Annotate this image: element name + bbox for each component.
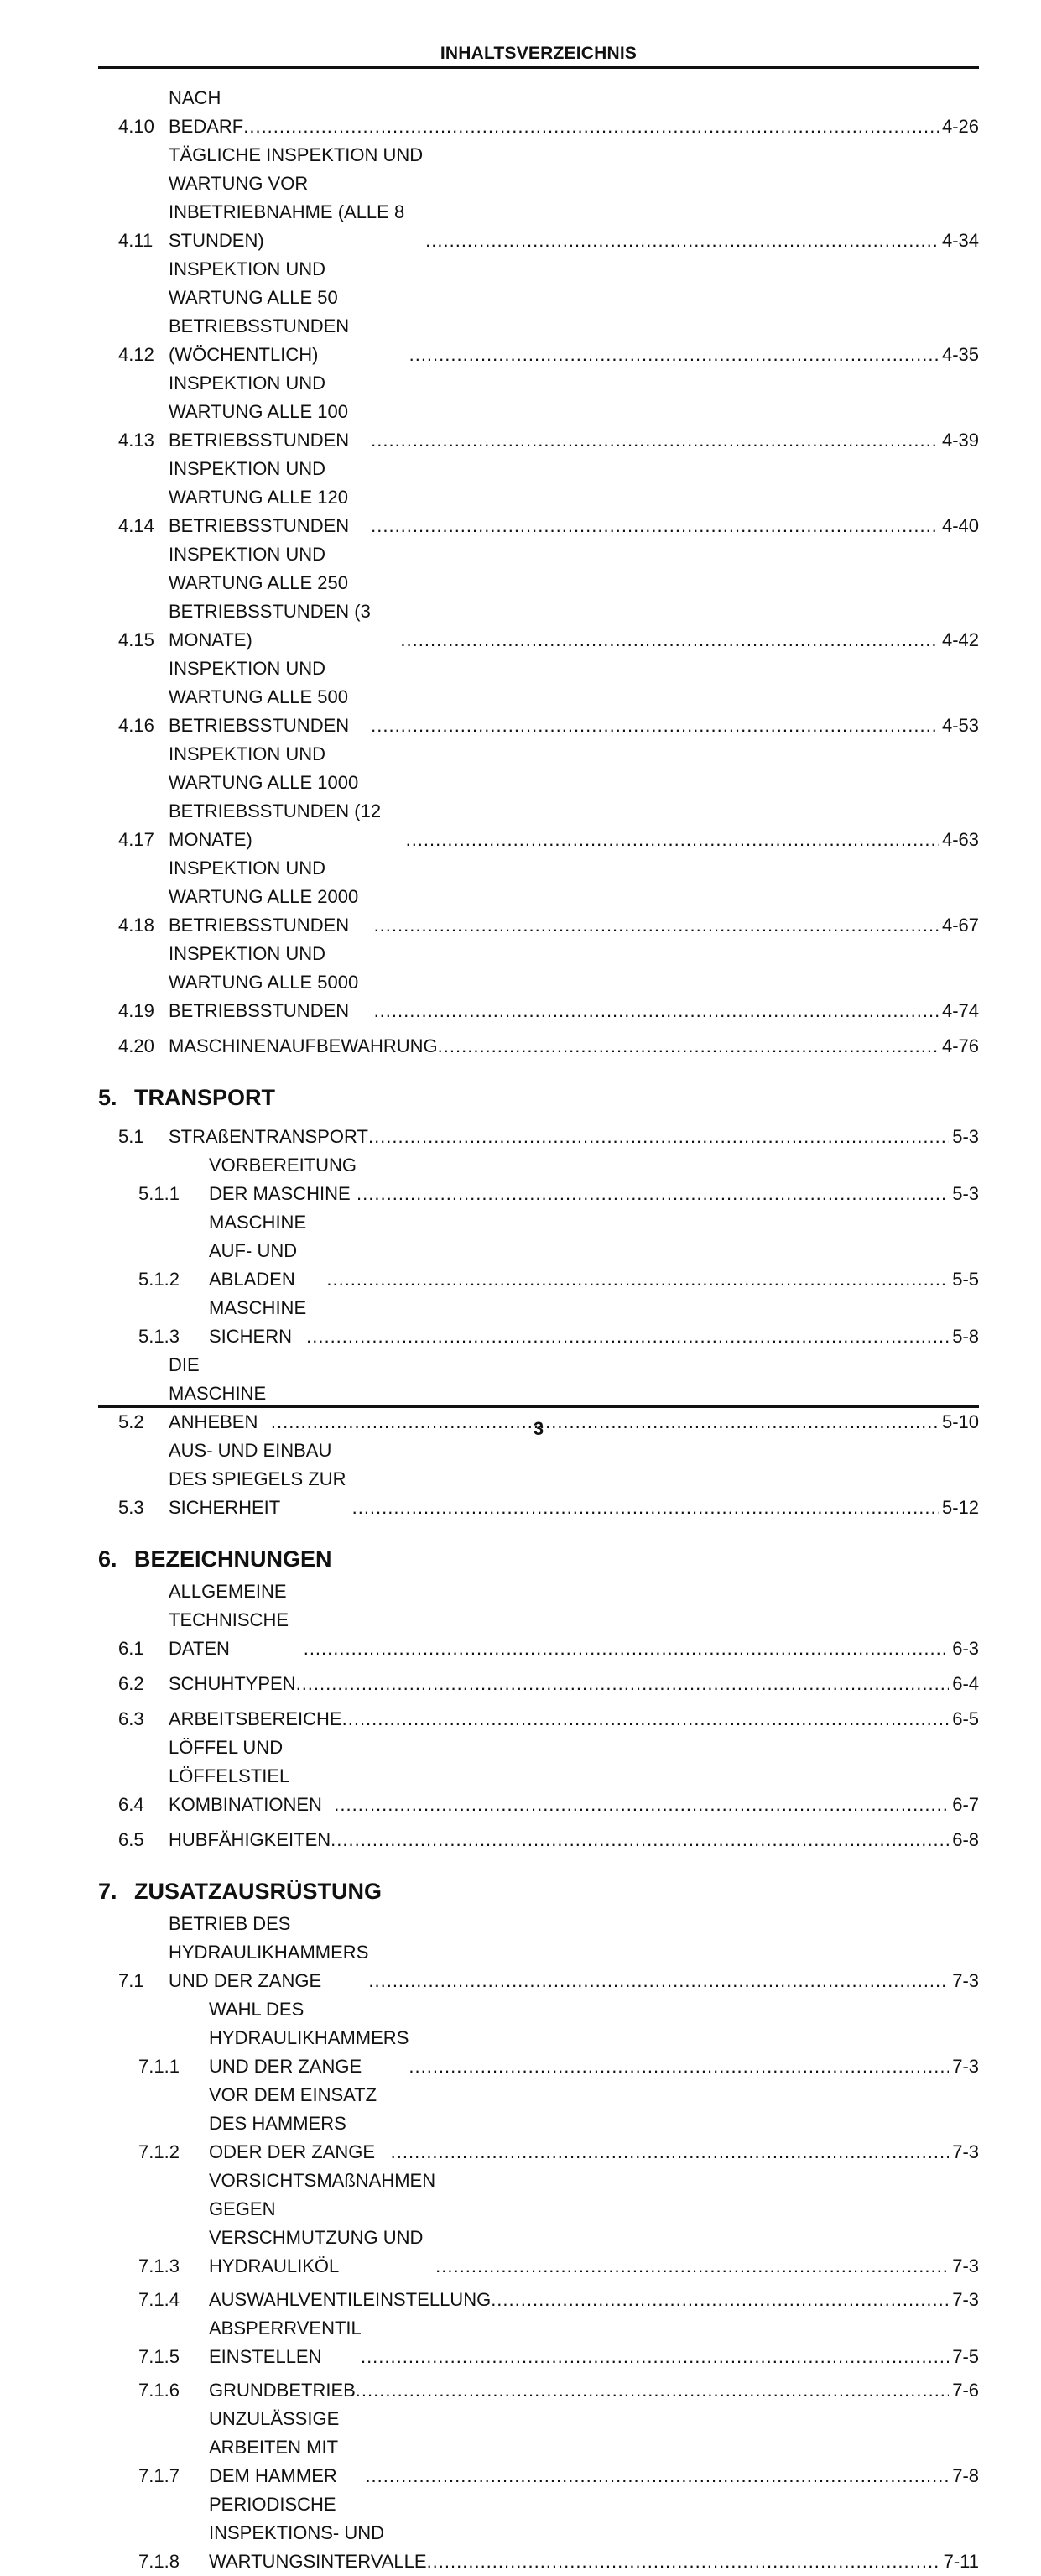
dot-leader [356, 2376, 949, 2405]
entry-title: BETRIEB DES HYDRAULIKHAMMERS UND DER ZANGE [169, 1913, 369, 1991]
entry-number: 5.2 [118, 1411, 144, 1432]
toc-entry[interactable] [98, 1577, 979, 1663]
toc-entry[interactable] [98, 1208, 979, 1294]
dot-leader [409, 341, 939, 369]
dot-leader [438, 1032, 939, 1061]
entry-page-number: 6-8 [952, 1829, 979, 1850]
entry-number: 5.3 [118, 1497, 144, 1518]
toc-entry[interactable] [98, 940, 979, 1025]
entry-page-number: 7-3 [952, 2289, 979, 2310]
entry-number: 7.1.8 [138, 2551, 180, 2572]
entry-title: AUSWAHLVENTILEINSTELLUNG [209, 2289, 492, 2310]
entry-title: NACH BEDARF [169, 87, 244, 137]
entry-page-number: 7-5 [952, 2346, 979, 2367]
entry-page-number: 7-3 [952, 2141, 979, 2162]
toc-entry[interactable] [98, 455, 979, 540]
entry-title: INSPEKTION UND WARTUNG ALLE 120 BETRIEBSSTUNDEN [169, 458, 350, 536]
section-heading [98, 1873, 979, 1910]
entry-page-number: 5-8 [952, 1326, 979, 1347]
entry-page-number: 4-63 [941, 829, 979, 850]
entry-title: INSPEKTION UND WARTUNG ALLE 250 BETRIEBSSTUNDEN (3 MONATE) [169, 544, 371, 650]
toc-entry[interactable] [98, 1910, 979, 1995]
toc-section [98, 84, 979, 1061]
entry-page-number: 7-3 [952, 2255, 979, 2276]
entry-number: 4.10 [118, 116, 154, 137]
toc-entry[interactable] [98, 2371, 979, 2405]
entry-title: PERIODISCHE INSPEKTIONS- UND WARTUNGSINTERVALLE [209, 2494, 427, 2572]
section-title: BEZEICHNUNGEN [134, 1546, 332, 1572]
entry-title: AUS- UND EINBAU DES SPIEGELS ZUR SICHERHEIT [169, 1440, 346, 1518]
entry-number: 7.1.6 [138, 2380, 180, 2401]
entry-page-number: 7-11 [943, 2551, 979, 2572]
entry-page-number: 6-7 [952, 1794, 979, 1815]
dot-leader [371, 512, 939, 540]
footer-rule [98, 1405, 979, 1408]
entry-number: 7.1.1 [138, 2056, 180, 2077]
entry-page-number: 7-6 [952, 2380, 979, 2401]
toc-entry[interactable] [98, 1995, 979, 2081]
toc-entry[interactable] [98, 740, 979, 854]
entry-number: 5.1 [118, 1126, 144, 1147]
dot-leader [326, 1265, 949, 1294]
dot-leader [427, 2547, 940, 2576]
entry-page-number: 4-39 [941, 430, 979, 451]
entry-title: INSPEKTION UND WARTUNG ALLE 500 BETRIEBSSTUNDEN [169, 658, 350, 736]
entry-number: 5.1.1 [138, 1183, 180, 1204]
entry-page-number: 4-40 [941, 515, 979, 536]
entry-title: VORBEREITUNG DER MASCHINE [209, 1155, 357, 1204]
entry-page-number: 4-34 [941, 230, 979, 251]
dot-leader [371, 426, 939, 455]
dot-leader [368, 1967, 949, 1995]
toc-entry[interactable] [98, 2314, 979, 2371]
entry-title: UNZULÄSSIGE ARBEITEN MIT DEM HAMMER [209, 2408, 340, 2486]
entry-number: 7.1.4 [138, 2289, 180, 2310]
entry-title: ARBEITSBEREICHE [169, 1708, 342, 1729]
entry-title: VOR DEM EINSATZ DES HAMMERS ODER DER ZANGE [209, 2084, 377, 2162]
dot-leader [374, 997, 939, 1025]
toc-entry[interactable] [98, 1734, 979, 1819]
toc-entry[interactable] [98, 2490, 979, 2576]
entry-title: INSPEKTION UND WARTUNG ALLE 50 BETRIEBSSTUNDEN (WÖCHENTLICH) [169, 258, 350, 365]
dot-leader [368, 1123, 949, 1151]
dot-leader [425, 227, 939, 255]
entry-title: MASCHINENAUFBEWAHRUNG [169, 1035, 438, 1056]
entry-page-number: 4-74 [941, 1000, 979, 1021]
entry-page-number: 5-12 [941, 1497, 979, 1518]
entry-page-number: 4-42 [941, 629, 979, 650]
dot-leader [491, 2286, 949, 2314]
dot-leader [304, 1635, 950, 1663]
entry-number: 7.1.3 [138, 2255, 180, 2276]
section-heading [98, 1079, 979, 1116]
entry-title: LÖFFEL UND LÖFFELSTIEL KOMBINATIONEN [169, 1737, 322, 1815]
entry-page-number: 5-3 [952, 1126, 979, 1147]
entry-page-number: 6-4 [952, 1673, 979, 1694]
entry-number: 5.1.2 [138, 1269, 180, 1290]
entry-page-number: 7-8 [952, 2465, 979, 2486]
toc-entry[interactable] [98, 141, 979, 255]
dot-leader [406, 826, 939, 854]
dot-leader [435, 2252, 949, 2281]
dot-leader [334, 1791, 949, 1819]
entry-title: ABSPERRVENTIL EINSTELLEN [209, 2318, 361, 2367]
entry-number: 4.19 [118, 1000, 154, 1021]
dot-leader [331, 1826, 949, 1854]
entry-title: SCHUHTYPEN [169, 1673, 296, 1694]
section-title: TRANSPORT [134, 1085, 275, 1110]
section-number: 5. [98, 1085, 117, 1110]
toc-entry[interactable] [98, 854, 979, 940]
section-heading [98, 1541, 979, 1577]
entry-title: ALLGEMEINE TECHNISCHE DATEN [169, 1581, 289, 1659]
table-of-contents [98, 84, 979, 2576]
entry-title: GRUNDBETRIEB [209, 2380, 356, 2401]
toc-entry[interactable] [98, 1663, 979, 1698]
entry-title: INSPEKTION UND WARTUNG ALLE 5000 BETRIEBSSTUNDEN [169, 943, 359, 1021]
toc-entry[interactable] [98, 1151, 979, 1208]
entry-number: 7.1.2 [138, 2141, 180, 2162]
section-number: 6. [98, 1546, 117, 1572]
entry-title: WAHL DES HYDRAULIKHAMMERS UND DER ZANGE [209, 1999, 409, 2077]
entry-number: 7.1.7 [138, 2465, 180, 2486]
entry-page-number: 4-76 [941, 1035, 979, 1056]
toc-entry[interactable] [98, 540, 979, 654]
entry-number: 7.1 [118, 1970, 144, 1991]
toc-entry[interactable] [98, 2167, 979, 2281]
dot-leader [361, 2343, 949, 2371]
dot-leader [391, 2138, 950, 2167]
entry-title: MASCHINE AUF- UND ABLADEN [209, 1212, 307, 1290]
section-title: ZUSATZAUSRÜSTUNG [134, 1879, 382, 1904]
dot-leader [352, 1494, 939, 1522]
toc-entry[interactable] [98, 1437, 979, 1522]
entry-title: TÄGLICHE INSPEKTION UND WARTUNG VOR INBETRIEBNAHME (ALLE 8 STUNDEN) [169, 144, 424, 251]
toc-entry[interactable] [98, 654, 979, 740]
entry-number: 4.16 [118, 715, 154, 736]
entry-title: HUBFÄHIGKEITEN [169, 1829, 331, 1850]
entry-number: 4.15 [118, 629, 154, 650]
toc-section [98, 1079, 979, 1522]
toc-entry[interactable] [98, 2081, 979, 2167]
entry-number: 6.2 [118, 1673, 144, 1694]
toc-section [98, 1541, 979, 1854]
entry-page-number: 4-35 [941, 344, 979, 365]
entry-page-number: 4-53 [941, 715, 979, 736]
dot-leader [296, 1670, 950, 1698]
dot-leader [371, 712, 939, 740]
entry-title: INSPEKTION UND WARTUNG ALLE 2000 BETRIEBSSTUNDEN [169, 858, 359, 936]
entry-number: 4.18 [118, 915, 154, 936]
entry-number: 6.3 [118, 1708, 144, 1729]
toc-entry[interactable] [98, 1819, 979, 1854]
toc-entry[interactable] [98, 1025, 979, 1061]
toc-section [98, 1873, 979, 2576]
dot-leader [306, 1322, 949, 1351]
entry-page-number: 5-10 [941, 1411, 979, 1432]
toc-entry[interactable] [98, 1116, 979, 1151]
entry-number: 4.11 [118, 230, 154, 251]
dot-leader [400, 626, 939, 654]
toc-entry[interactable] [98, 84, 979, 141]
entry-number: 6.5 [118, 1829, 144, 1850]
header-rule [98, 66, 979, 69]
entry-page-number: 4-26 [941, 116, 979, 137]
entry-page-number: 5-5 [952, 1269, 979, 1290]
entry-title: INSPEKTION UND WARTUNG ALLE 1000 BETRIEBSSTUNDEN (12 MONATE) [169, 743, 382, 850]
entry-number: 4.17 [118, 829, 154, 850]
entry-page-number: 6-5 [952, 1708, 979, 1729]
toc-entry[interactable] [98, 369, 979, 455]
entry-number: 6.4 [118, 1794, 144, 1815]
dot-leader [342, 1705, 950, 1734]
dot-leader [365, 2462, 949, 2490]
section-number: 7. [98, 1879, 117, 1904]
dot-leader [357, 1180, 949, 1208]
entry-title: DIE MASCHINE ANHEBEN [169, 1354, 267, 1432]
entry-number: 6.1 [118, 1638, 144, 1659]
entry-page-number: 7-3 [952, 1970, 979, 1991]
entry-number: 4.14 [118, 515, 154, 536]
entry-page-number: 6-3 [952, 1638, 979, 1659]
toc-entry[interactable] [98, 2281, 979, 2314]
entry-page-number: 4-67 [941, 915, 979, 936]
toc-entry[interactable] [98, 1294, 979, 1351]
entry-title: VORSICHTSMAßNAHMEN GEGEN VERSCHMUTZUNG UND HYDRAULIKÖL [209, 2170, 436, 2276]
dot-leader [409, 2052, 949, 2081]
page-number: 3 [533, 1418, 544, 1439]
toc-entry[interactable] [98, 255, 979, 369]
dot-leader [374, 911, 939, 940]
entry-title: MASCHINE SICHERN [209, 1297, 307, 1347]
entry-title: INSPEKTION UND WARTUNG ALLE 100 BETRIEBSSTUNDEN [169, 373, 350, 451]
entry-number: 4.20 [118, 1035, 154, 1056]
toc-entry[interactable] [98, 2405, 979, 2490]
entry-number: 5.1.3 [138, 1326, 180, 1347]
entry-number: 4.12 [118, 344, 154, 365]
entry-page-number: 5-3 [952, 1183, 979, 1204]
toc-entry[interactable] [98, 1698, 979, 1734]
dot-leader [243, 112, 939, 141]
entry-number: 4.13 [118, 430, 154, 451]
page-header-title: INHALTSVERZEICHNIS [440, 44, 638, 63]
entry-page-number: 7-3 [952, 2056, 979, 2077]
entry-title: STRAßENTRANSPORT [169, 1126, 368, 1147]
entry-number: 7.1.5 [138, 2346, 180, 2367]
